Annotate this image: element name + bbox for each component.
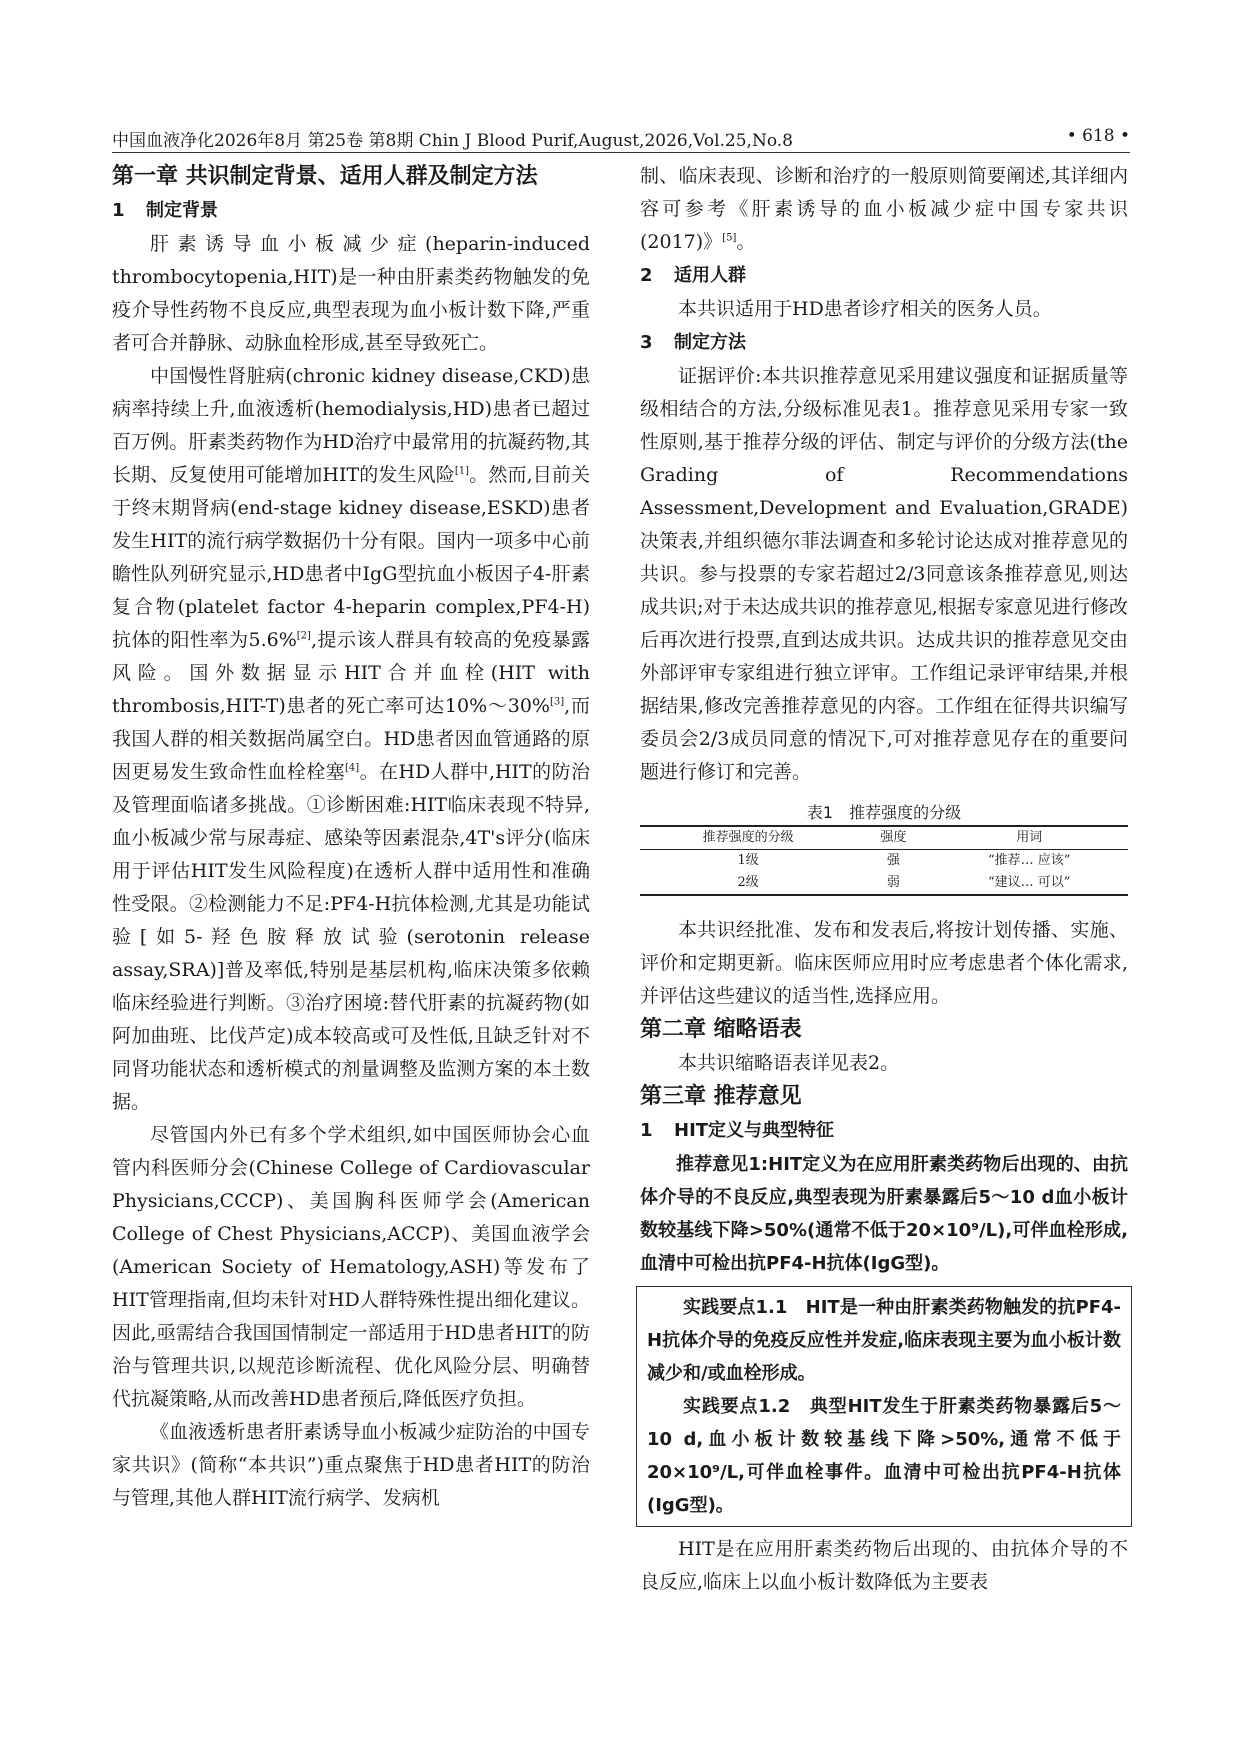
table-cell: 强 bbox=[886, 853, 900, 868]
practice-point-1-2: 实践要点1.2 典型HIT发生于肝素类药物暴露后5～10 d,血小板计数较基线下降>50%,通常不低于20×10⁹/L,可伴血栓事件。血清中可检出抗PF4-H抗体(IgG型)。 bbox=[647, 1396, 1121, 1516]
running-header bbox=[112, 124, 1130, 153]
table-1 bbox=[640, 801, 1128, 896]
table-cell: 2级 bbox=[737, 875, 759, 890]
section-3-heading bbox=[640, 326, 1128, 360]
left-column bbox=[112, 160, 590, 1515]
practice-points-box bbox=[636, 1286, 1132, 1527]
section-3-1-heading bbox=[640, 1114, 1128, 1148]
table-header: 用词 bbox=[1016, 830, 1043, 845]
recommendation-grade-table bbox=[640, 825, 1128, 896]
table-cell: 弱 bbox=[886, 875, 900, 890]
text-run: ,而我国人群的相关数据尚属空白。HD患者因血管通路的原因更易发生致命性血栓栓塞 bbox=[112, 695, 590, 783]
paragraph-3: 尽管国内外已有多个学术组织,如中国医师协会心血管内科医师分会(Chinese College of Cardiovascular Physicians,CCCP)、美国胸科医师学会(American College of Chest Physicians,ACCP)、美国血液学会(American Society of Hematology,ASH)等发布了HIT管理指南,但均未针对HD人群特殊性提出细化建议。因此,亟需结合我国国情制定一部适用于HD患者HIT的防治与管理共识,以规范诊断流程、优化风险分层、明确替代抗凝策略,从而改善HD患者预后,降低医疗负担。 bbox=[112, 1124, 590, 1410]
table-header-row bbox=[640, 826, 1128, 850]
reference-2: [2] bbox=[296, 630, 311, 642]
text-run: 制、临床表现、诊断和治疗的一般原则简要阐述,其详细内容可参考《肝素诱导的血小板减少症中国专家共识(2017)》 bbox=[640, 165, 1128, 253]
section-title: 制定方法 bbox=[674, 332, 746, 353]
section-title: HIT定义与典型特征 bbox=[674, 1120, 835, 1141]
section-1-heading bbox=[112, 194, 590, 228]
practice-point-1-1: 实践要点1.1 HIT是一种由肝素类药物触发的抗PF4-H抗体介导的免疫反应性并发症,临床表现主要为血小板计数减少和/或血栓形成。 bbox=[647, 1297, 1121, 1384]
recommendation-1: 推荐意见1:HIT定义为在应用肝素类药物后出现的、由抗体介导的不良反应,典型表现为肝素暴露后5～10 d血小板计数较基线下降>50%(通常不低于20×10⁹/L),可伴血栓形成,血清中可检出抗PF4-H抗体(IgG型)。 bbox=[640, 1154, 1128, 1274]
page-number: • 618 • bbox=[1066, 126, 1130, 146]
section-number: 3 bbox=[640, 332, 653, 353]
reference-3: [3] bbox=[549, 696, 565, 708]
reference-1: [1] bbox=[454, 465, 470, 477]
paragraph-6: 证据评价:本共识推荐意见采用建议强度和证据质量等级相结合的方法,分级标准见表1。推荐意见采用专家一致性原则,基于推荐分级的评估、制定与评价的分级方法(the Grading of Recommendations Assessment,Development and Evaluation,GRADE)决策表,并组织德尔菲法调查和多轮讨论达成对推荐意见的共识。参与投票的专家若超过2/3同意该条推荐意见,则达成共识;对于未达成共识的推荐意见,根据专家意见进行修改后再次进行投票,直到达成共识。达成共识的推荐意见交由外部评审专家组进行独立评审。工作组记录评审结果,并根据结果,修改完善推荐意见的内容。工作组在征得共识编写委员会2/3成员同意的情况下,可对推荐意见存在的重要问题进行修订和完善。 bbox=[640, 365, 1128, 783]
paragraph-2 bbox=[112, 360, 590, 1119]
table-cell: 1级 bbox=[737, 853, 759, 868]
chapter-3-title: 第三章 推荐意见 bbox=[640, 1084, 802, 1109]
section-number: 1 bbox=[112, 200, 125, 221]
journal-citation: 中国血液净化2026年8月 第25卷 第8期 Chin J Blood Purif,August,2026,Vol.25,No.8 bbox=[112, 131, 793, 151]
reference-4: [4] bbox=[345, 762, 360, 774]
section-title: 制定背景 bbox=[146, 200, 218, 221]
section-2-heading bbox=[640, 259, 1128, 293]
table-row bbox=[640, 850, 1128, 873]
chapter-1-title: 第一章 共识制定背景、适用人群及制定方法 bbox=[112, 164, 538, 189]
text-run: 中国慢性肾脏病(chronic kidney disease,CKD)患病率持续上升,血液透析(hemodialysis,HD)患者已超过百万例。肝素类药物作为HD治疗中最常用的抗凝药物,其长期、反复使用可能增加HIT的发生风险 bbox=[112, 365, 590, 486]
chapter-2-title: 第二章 缩略语表 bbox=[640, 1017, 802, 1042]
text-run: 。在HD人群中,HIT的防治及管理面临诸多挑战。①诊断困难:HIT临床表现不特异,血小板减少常与尿毒症、感染等因素混杂,4T's评分(临床用于评估HIT发生风险程度)在透析人群中适用性和准确性受限。②检测能力不足:PF4-H抗体检测,尤其是功能试验[如5-羟色胺释放试验(serotonin release assay,SRA)]普及率低,特别是基层机构,临床决策多依赖临床经验进行判断。③治疗困境:替代肝素的抗凝药物(如阿加曲班、比伐芦定)成本较高或可及性低,且缺乏针对不同肾功能状态和透析模式的剂量调整及监测方案的本土数据。 bbox=[112, 761, 590, 1113]
paragraph-1: 肝素诱导血小板减少症(heparin-induced thrombocytopenia,HIT)是一种由肝素类药物触发的免疫介导性药物不良反应,典型表现为血小板计数下降,严重者可合并静脉、动脉血栓形成,甚至导致死亡。 bbox=[112, 233, 590, 354]
paragraph-4-continued bbox=[640, 160, 1128, 259]
table-header: 推荐强度的分级 bbox=[702, 830, 794, 845]
paragraph-9: HIT是在应用肝素类药物后出现的、由抗体介导的不良反应,临床上以血小板计数降低为主要表 bbox=[640, 1538, 1128, 1593]
text-run: ,提示该人群具有较高的免疫暴露风险。国外数据显示HIT合并血栓(HIT with thrombosis,HIT-T)患者的死亡率可达10%～30% bbox=[112, 629, 590, 717]
table-cell: “建议… 可以” bbox=[988, 875, 1071, 890]
text-run: 。 bbox=[736, 231, 756, 253]
text-run: 。然而,目前关于终末期肾病(end-stage kidney disease,ESKD)患者发生HIT的流行病学数据仍十分有限。国内一项多中心前瞻性队列研究显示,HD患者中IgG型抗血小板因子4-肝素复合物(platelet factor 4-heparin complex,PF4-H)抗体的阳性率为5.6% bbox=[112, 464, 591, 651]
section-number: 2 bbox=[640, 265, 653, 286]
table-row bbox=[640, 872, 1128, 895]
section-title: 适用人群 bbox=[674, 265, 746, 286]
paragraph-7: 本共识经批准、发布和发表后,将按计划传播、实施、评价和定期更新。临床医师应用时应考虑患者个体化需求,并评估这些建议的适当性,选择应用。 bbox=[640, 919, 1128, 1007]
paragraph-5: 本共识适用于HD患者诊疗相关的医务人员。 bbox=[678, 298, 1052, 320]
table-header: 强度 bbox=[880, 830, 907, 845]
right-column bbox=[640, 160, 1128, 1599]
table-title: 表1 推荐强度的分级 bbox=[806, 803, 962, 822]
reference-5: [5] bbox=[722, 232, 737, 244]
paragraph-8: 本共识缩略语表详见表2。 bbox=[678, 1052, 900, 1074]
table-cell: “推荐… 应该” bbox=[988, 853, 1071, 868]
paragraph-4: 《血液透析患者肝素诱导血小板减少症防治的中国专家共识》(简称“本共识”)重点聚焦于HD患者HIT的防治与管理,其他人群HIT流行病学、发病机 bbox=[112, 1421, 590, 1509]
section-number: 1 bbox=[640, 1120, 653, 1141]
